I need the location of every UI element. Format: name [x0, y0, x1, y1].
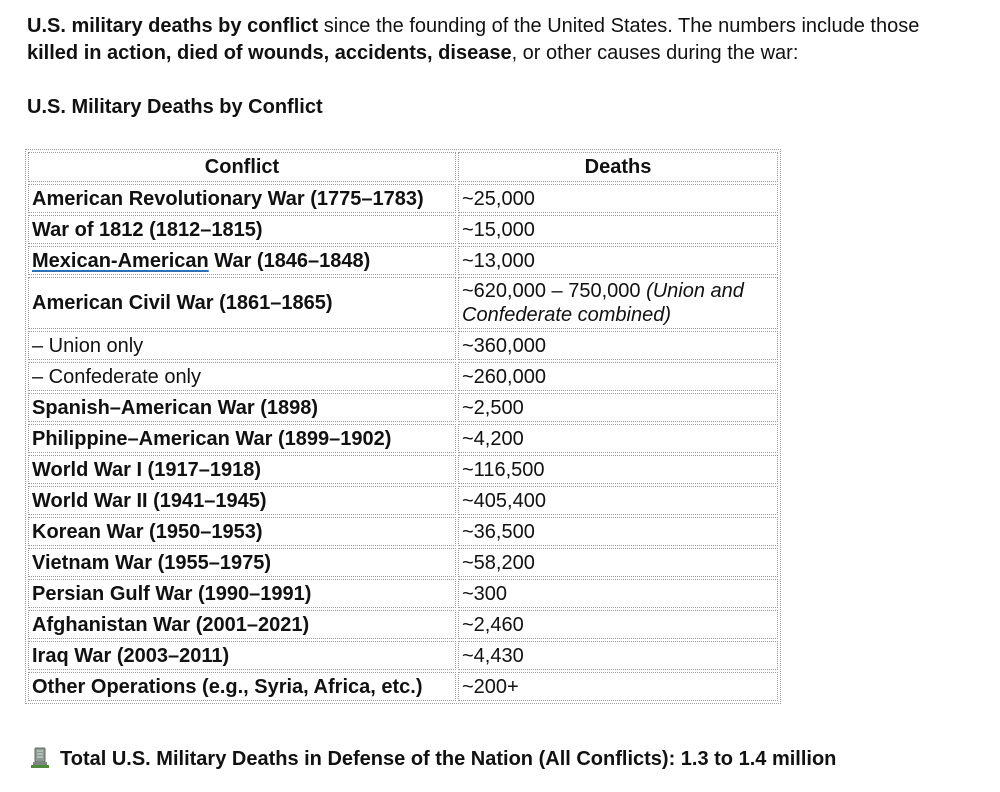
- deaths-cell: ~2,460: [458, 610, 778, 639]
- conflict-cell: Vietnam War (1955–1975): [28, 548, 456, 577]
- conflict-cell: [28, 246, 456, 275]
- memorial-icon: [30, 747, 50, 769]
- deaths-cell: ~13,000: [458, 246, 778, 275]
- deaths-range: ~620,000 – 750,000: [462, 280, 647, 302]
- header-conflict: Conflict: [28, 152, 456, 182]
- conflict-cell: – Confederate only: [28, 362, 456, 391]
- deaths-table: [25, 149, 781, 704]
- deaths-cell: [458, 277, 778, 329]
- table-row: [28, 277, 778, 329]
- intro-text-1: since the founding of the United States. The numbers include those: [318, 15, 920, 37]
- total-summary: [30, 746, 836, 773]
- table-row: [28, 610, 778, 639]
- conflict-link[interactable]: Mexican-American: [32, 249, 209, 272]
- conflict-cell: Philippine–American War (1899–1902): [28, 424, 456, 453]
- deaths-cell: ~15,000: [458, 215, 778, 244]
- conflict-cell: Persian Gulf War (1990–1991): [28, 579, 456, 608]
- deaths-cell: ~405,400: [458, 486, 778, 515]
- table-heading: U.S. Military Deaths by Conflict: [27, 96, 323, 118]
- deaths-cell: ~4,430: [458, 641, 778, 670]
- table-row: [28, 184, 778, 213]
- conflict-cell: War of 1812 (1812–1815): [28, 215, 456, 244]
- deaths-cell: ~36,500: [458, 517, 778, 546]
- deaths-cell: ~116,500: [458, 455, 778, 484]
- conflict-cell: – Union only: [28, 331, 456, 360]
- table-row: [28, 215, 778, 244]
- deaths-cell: ~260,000: [458, 362, 778, 391]
- table-row: [28, 455, 778, 484]
- conflict-cell: World War I (1917–1918): [28, 455, 456, 484]
- deaths-note: (Union and Confederate combined): [462, 280, 744, 326]
- deaths-cell: ~200+: [458, 672, 778, 701]
- intro-paragraph: [27, 13, 1000, 67]
- intro-bold-2: killed in action, died of wounds, accidents, disease: [27, 42, 512, 64]
- table-row: [28, 641, 778, 670]
- table-header-row: [28, 152, 778, 182]
- deaths-cell: ~360,000: [458, 331, 778, 360]
- conflict-cell: American Civil War (1861–1865): [28, 277, 456, 329]
- conflict-cell: Afghanistan War (2001–2021): [28, 610, 456, 639]
- table-row: [28, 424, 778, 453]
- conflict-cell: American Revolutionary War (1775–1783): [28, 184, 456, 213]
- table-row: [28, 517, 778, 546]
- total-text: Total U.S. Military Deaths in Defense of the Nation (All Conflicts): 1.3 to 1.4 million: [60, 748, 837, 770]
- deaths-cell: ~4,200: [458, 424, 778, 453]
- conflict-cell: Iraq War (2003–2011): [28, 641, 456, 670]
- table-row: [28, 486, 778, 515]
- intro-text-2: , or other causes during the war:: [511, 42, 799, 64]
- table-row: [28, 393, 778, 422]
- table-row: [28, 548, 778, 577]
- table-row: [28, 331, 778, 360]
- table-row: [28, 579, 778, 608]
- deaths-cell: ~58,200: [458, 548, 778, 577]
- deaths-cell: ~2,500: [458, 393, 778, 422]
- deaths-cell: ~300: [458, 579, 778, 608]
- table-row: [28, 246, 778, 275]
- conflict-cell: World War II (1941–1945): [28, 486, 456, 515]
- conflict-cell: Korean War (1950–1953): [28, 517, 456, 546]
- intro-bold-1: U.S. military deaths by conflict: [27, 15, 319, 37]
- deaths-cell: ~25,000: [458, 184, 778, 213]
- header-deaths: Deaths: [458, 152, 778, 182]
- conflict-cell-rest: War (1846–1848): [208, 249, 371, 272]
- conflict-cell: Other Operations (e.g., Syria, Africa, etc.): [28, 672, 456, 701]
- table-row: [28, 672, 778, 701]
- conflict-cell: Spanish–American War (1898): [28, 393, 456, 422]
- table-row: [28, 362, 778, 391]
